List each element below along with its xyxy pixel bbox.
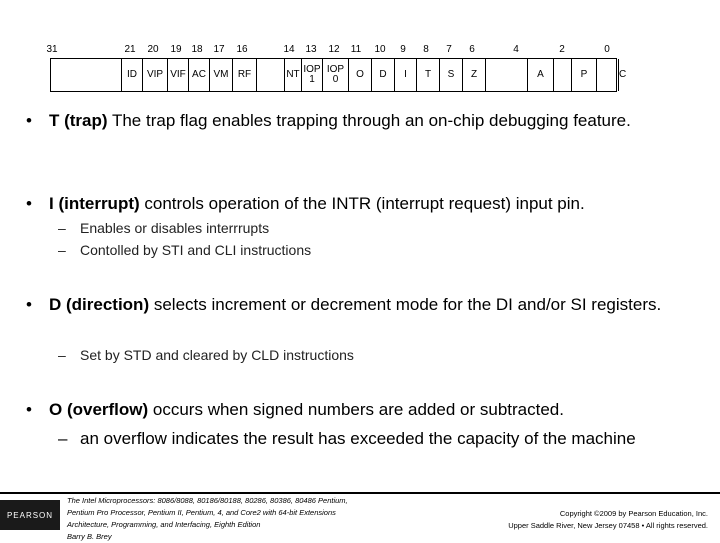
flag-cell: A — [527, 59, 553, 91]
bit-number: 18 — [191, 44, 203, 55]
flag-cell: IOP 0 — [322, 59, 348, 91]
flag-cell: D — [371, 59, 394, 91]
flag-register — [50, 58, 627, 92]
flag-cell — [256, 59, 284, 91]
bit-number: 4 — [513, 44, 519, 55]
footer-divider — [0, 492, 720, 494]
bit-number: 13 — [305, 44, 317, 55]
bit-number: 19 — [170, 44, 182, 55]
bit-number: 6 — [469, 44, 475, 55]
bit-number: 2 — [559, 44, 565, 55]
bit-number: 7 — [446, 44, 452, 55]
flag-cell: T — [416, 59, 439, 91]
flag-cell: AC — [188, 59, 209, 91]
bit-number: 8 — [423, 44, 429, 55]
flag-cell: IOP 1 — [301, 59, 322, 91]
copyright-notice: Copyright ©2009 by Pearson Education, Inc. Upper Saddle River, New Jersey 07458 • All rights reserved. — [508, 509, 708, 530]
bit-number: 31 — [46, 44, 58, 55]
flag-cell: VIP — [142, 59, 167, 91]
book-citation: The Intel Microprocessors: 8086/8088, 80186/80188, 80286, 80386, 80486 Pentium, Pentium Pro Processor, Pentium II, Pentium, 4, and Core2 with 64-bit Extensions Architecture, Programming, and Interfacing, Eighth Edition Barry B. Brey — [67, 496, 348, 541]
trap-text: The trap flag enables trapping through an on-chip debugging feature. — [107, 111, 631, 130]
flag-cell — [51, 59, 121, 91]
flag-cell: NT — [284, 59, 301, 91]
bit-number: 11 — [350, 44, 362, 55]
flag-cell: Z — [462, 59, 485, 91]
bit-number: 14 — [283, 44, 295, 55]
flag-cell: I — [394, 59, 416, 91]
flag-cell: VM — [209, 59, 232, 91]
flag-cell — [485, 59, 527, 91]
overflow-term: O (overflow) — [49, 400, 149, 419]
bit-number: 20 — [147, 44, 159, 55]
flag-cell: O — [348, 59, 371, 91]
flag-cell: S — [439, 59, 462, 91]
flag-cell: VIF — [167, 59, 188, 91]
bit-number: 0 — [604, 44, 610, 55]
bit-number: 10 — [374, 44, 386, 55]
bit-number: 9 — [400, 44, 406, 55]
bit-number: 12 — [328, 44, 340, 55]
flag-cell: C — [618, 59, 626, 91]
trap-term: T (trap) — [49, 111, 108, 130]
interrupt-term: I (interrupt) — [49, 194, 140, 213]
bit-number: 16 — [236, 44, 248, 55]
bit-number: 17 — [213, 44, 225, 55]
flag-register-diagram — [0, 0, 720, 100]
direction-text: selects increment or decrement mode for the DI and/or SI registers. — [149, 295, 662, 314]
overflow-text: occurs when signed numbers are added or subtracted. — [148, 400, 564, 419]
flag-cell: ID — [121, 59, 142, 91]
interrupt-text: controls operation of the INTR (interrupt request) input pin. — [139, 194, 585, 213]
flag-cell — [596, 59, 618, 91]
pearson-logo: PEARSON — [0, 500, 60, 530]
flag-cell: RF — [232, 59, 256, 91]
direction-term: D (direction) — [49, 295, 150, 314]
flag-cell: P — [571, 59, 596, 91]
flag-cell — [553, 59, 571, 91]
bit-number: 21 — [124, 44, 136, 55]
